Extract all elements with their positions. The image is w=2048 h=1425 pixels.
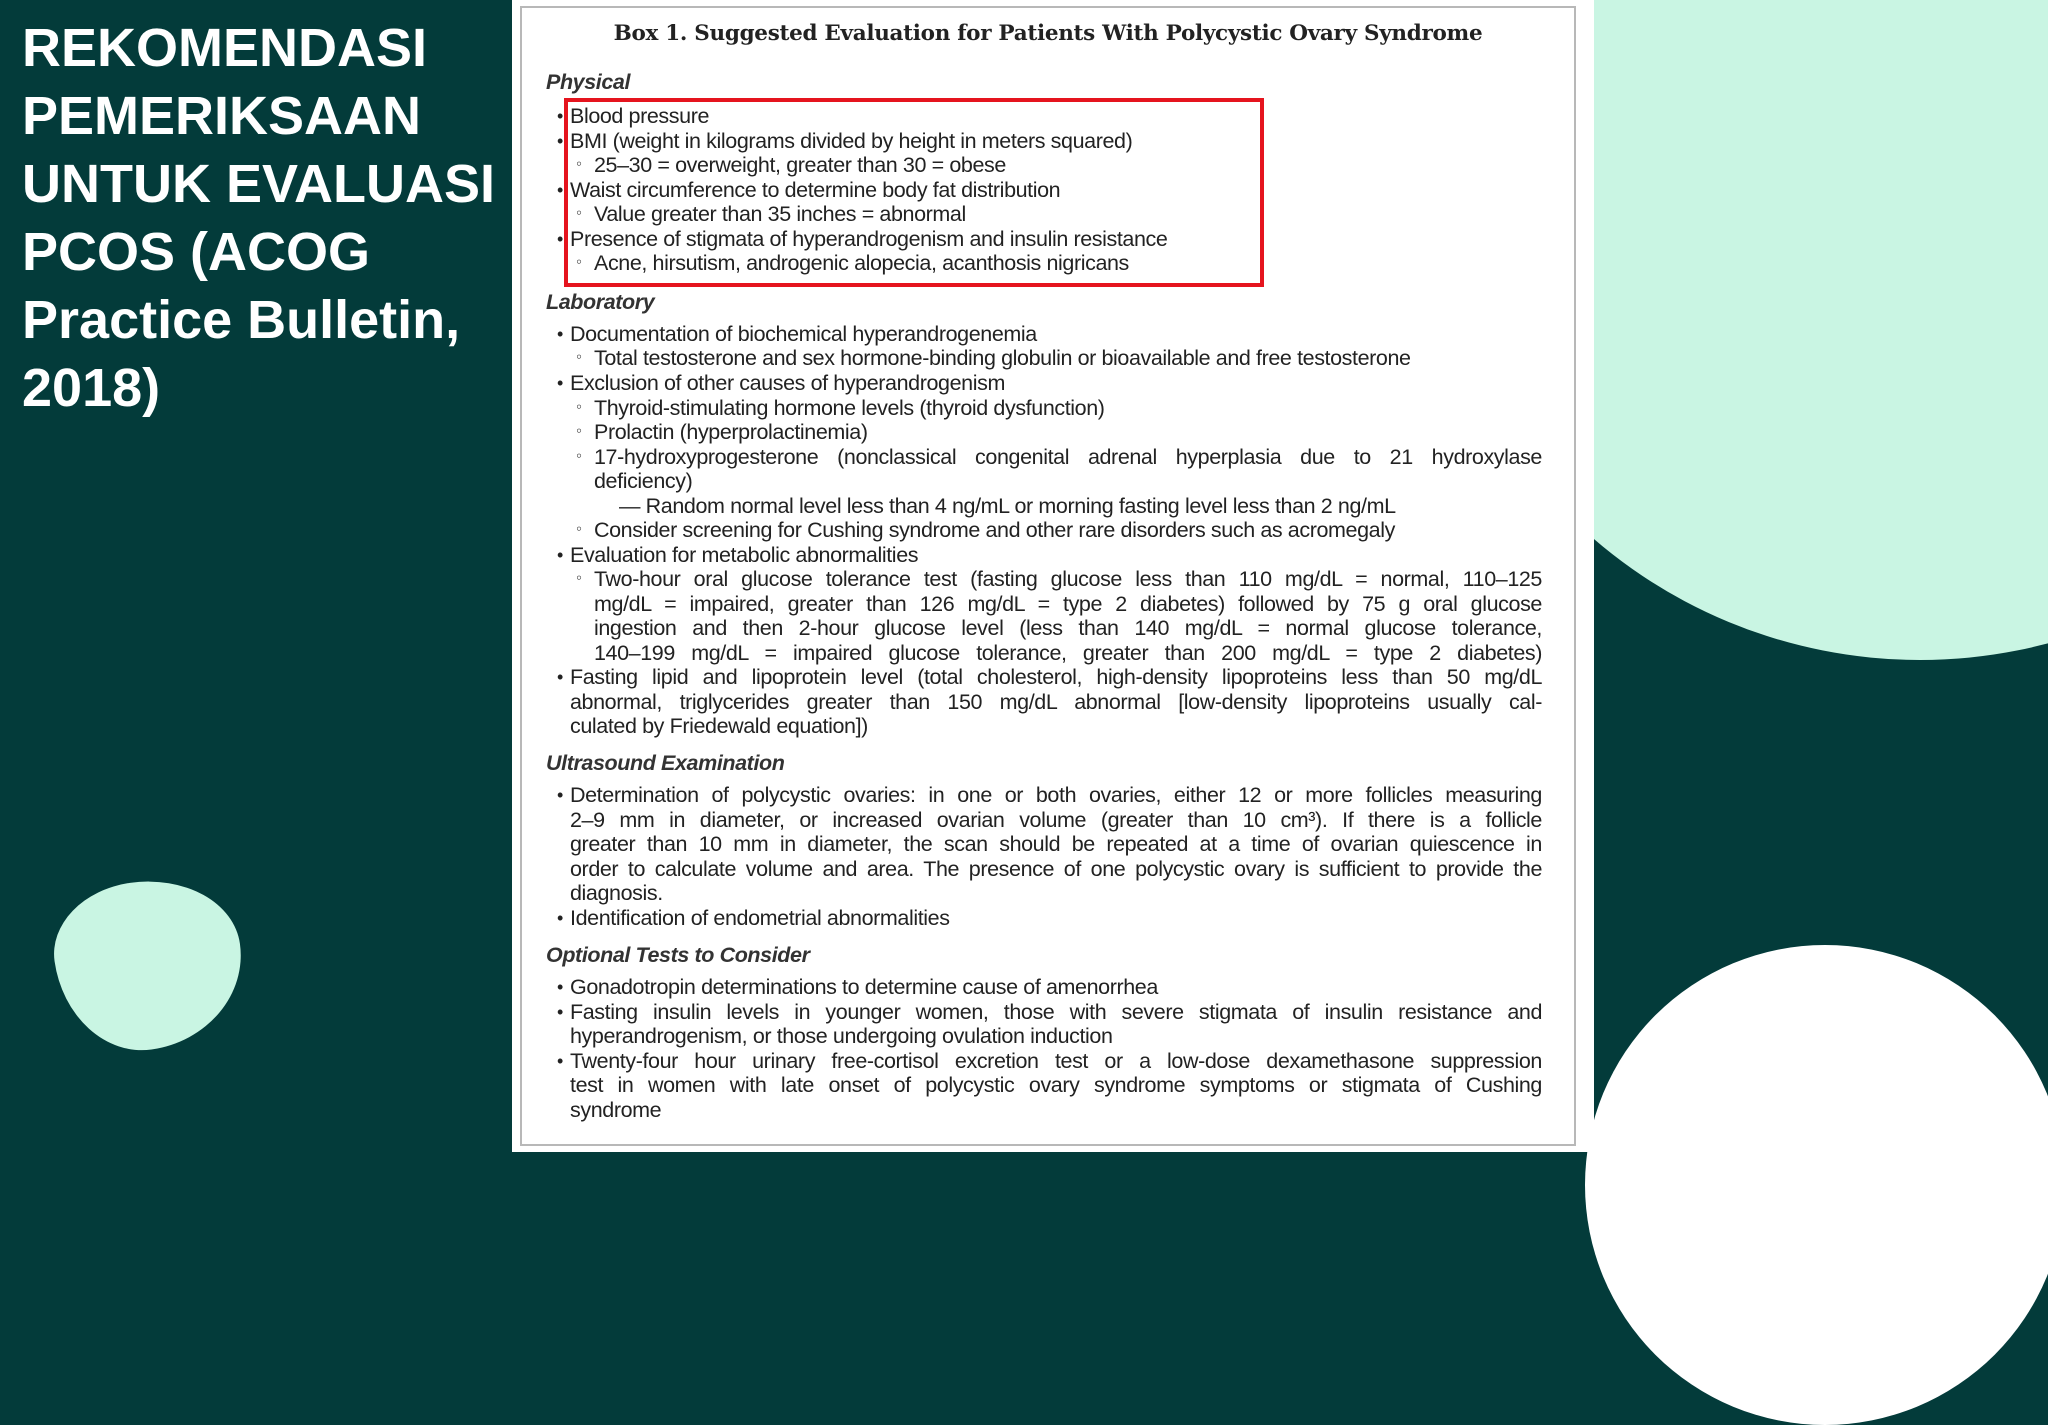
list-item: • Documentation of biochemical hyperandrogenemia: [557, 322, 1037, 346]
list-item-continued: 2–9 mm in diameter, or increased ovarian volume (greater than 10 cm³). If there is a follicle: [570, 808, 1542, 832]
list-item: • Blood pressure: [557, 104, 710, 128]
list-item: • Fasting insulin levels in younger women, those with severe stigmata of insulin resistance and: [557, 1000, 1542, 1024]
list-subitem: ◦ 25–30 = overweight, greater than 30 = obese: [576, 153, 1006, 177]
list-item-continued: diagnosis.: [570, 881, 663, 905]
list-item: • BMI (weight in kilograms divided by height in meters squared): [557, 129, 1133, 153]
box-heading: Box 1. Suggested Evaluation for Patients With Polycystic Ovary Syndrome: [613, 21, 1483, 46]
list-subitem: ◦ Acne, hirsutism, androgenic alopecia, acanthosis nigricans: [576, 251, 1129, 275]
list-item: • Gonadotropin determinations to determine cause of amenorrhea: [557, 975, 1158, 999]
list-subitem-continued: ingestion and then 2-hour glucose level (less than 140 mg/dL = normal glucose tolerance,: [594, 616, 1542, 640]
list-item-continued: culated by Friedewald equation]): [570, 714, 868, 738]
list-item: • Presence of stigmata of hyperandrogenism and insulin resistance: [557, 227, 1168, 251]
list-item: • Identification of endometrial abnormalities: [557, 906, 950, 930]
list-subitem-continued: mg/dL = impaired, greater than 126 mg/dL = type 2 diabetes) followed by 75 g oral glucose: [594, 592, 1542, 616]
list-subitem: ◦ Consider screening for Cushing syndrome and other rare disorders such as acromegaly: [576, 518, 1395, 542]
list-item-continued: order to calculate volume and area. The presence of one polycystic ovary is sufficient to provide the: [570, 857, 1542, 881]
list-subsubitem: — Random normal level less than 4 ng/mL or morning fasting level less than 2 ng/mL: [619, 494, 1396, 518]
slide-title: REKOMENDASI PEMERIKSAAN UNTUK EVALUASI PCOS (ACOG Practice Bulletin, 2018): [22, 18, 496, 418]
section-title-ultrasound: Ultrasound Examination: [546, 751, 785, 775]
list-subitem-continued: 140–199 mg/dL = impaired glucose tolerance, greater than 200 mg/dL = type 2 diabetes): [594, 641, 1542, 665]
list-item: • Fasting lipid and lipoprotein level (total cholesterol, high-density lipoproteins less than 50 mg/dL: [557, 665, 1542, 689]
evaluation-box: [520, 6, 1576, 1146]
section-title-laboratory: Laboratory: [546, 290, 655, 314]
decorative-blob-bottom-right: [1585, 945, 2048, 1425]
section-title-optional-tests: Optional Tests to Consider: [546, 943, 810, 967]
list-item-continued: test in women with late onset of polycystic ovary syndrome symptoms or stigmata of Cushing: [570, 1073, 1542, 1097]
list-item: • Exclusion of other causes of hyperandrogenism: [557, 371, 1005, 395]
list-item-continued: syndrome: [570, 1098, 662, 1122]
document-image: [512, 0, 1594, 1152]
list-subitem: ◦ Thyroid-stimulating hormone levels (thyroid dysfunction): [576, 396, 1105, 420]
list-subitem: ◦ Two-hour oral glucose tolerance test (fasting glucose less than 110 mg/dL = normal, 110–125: [576, 567, 1542, 591]
list-item-continued: greater than 10 mm in diameter, the scan should be repeated at a time of ovarian quiescence in: [570, 832, 1542, 856]
list-item: • Evaluation for metabolic abnormalities: [557, 543, 919, 567]
list-item-continued: hyperandrogenism, or those undergoing ovulation induction: [570, 1024, 1113, 1048]
list-item-continued: abnormal, triglycerides greater than 150 mg/dL abnormal [low-density lipoproteins usually cal-: [570, 690, 1542, 714]
list-subitem: ◦ 17-hydroxyprogesterone (nonclassical congenital adrenal hyperplasia due to 21 hydroxylase: [576, 445, 1542, 469]
list-subitem: ◦ Value greater than 35 inches = abnormal: [576, 202, 966, 226]
list-item: • Determination of polycystic ovaries: in one or both ovaries, either 12 or more follicles measuring: [557, 783, 1542, 807]
section-title-physical: Physical: [546, 70, 631, 94]
list-item: • Waist circumference to determine body fat distribution: [557, 178, 1061, 202]
list-subitem: ◦ Prolactin (hyperprolactinemia): [576, 420, 868, 444]
list-subitem: ◦ Total testosterone and sex hormone-binding globulin or bioavailable and free testosterone: [576, 346, 1411, 370]
list-item: • Twenty-four hour urinary free-cortisol excretion test or a low-dose dexamethasone suppression: [557, 1049, 1542, 1073]
list-subitem-continued: deficiency): [594, 469, 693, 493]
decorative-blob-bottom-left: [45, 869, 253, 1061]
